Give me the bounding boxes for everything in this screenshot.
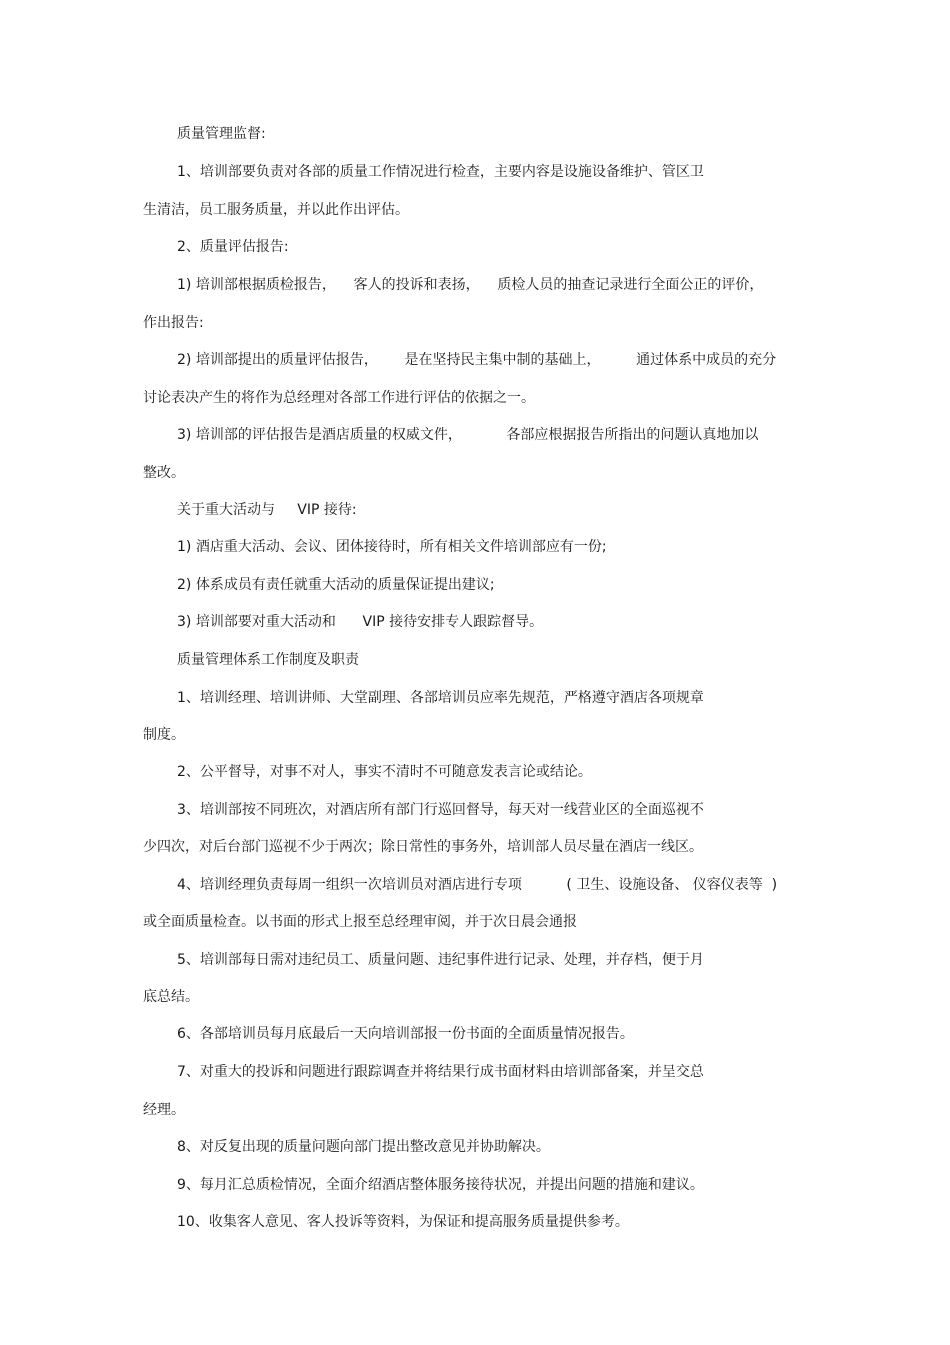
paragraph-line: 讨论表决产生的将作为总经理对各部工作进行评估的依据之一。 — [143, 390, 535, 406]
paragraph-line: 2) 培训部提出的质量评估报告， 是在坚持民主集中制的基础上， 通过体系中成员的充分 — [177, 352, 777, 368]
paragraph-line: 作出报告: — [143, 315, 204, 331]
paragraph-line: 或全面质量检查。以书面的形式上报至总经理审阅，并于次日晨会通报 — [143, 914, 577, 930]
section-heading-quality-supervision: 质量管理监督: — [177, 126, 266, 142]
paragraph-line: 少四次，对后台部门巡视不少于两次；除日常性的事务外，培训部人员尽量在酒店一线区。 — [143, 839, 703, 855]
paragraph-line: 生清洁，员工服务质量，并以此作出评估。 — [143, 202, 409, 218]
paragraph-line: 1、培训经理、培训讲师、大堂副理、各部培训员应率先规范，严格遵守酒店各项规章 — [177, 690, 704, 706]
paragraph-line: 经理。 — [143, 1102, 185, 1118]
paragraph-line: 1) 酒店重大活动、会议、团体接待时，所有相关文件培训部应有一份; — [177, 539, 607, 555]
paragraph-line: 1) 培训部根据质检报告， 客人的投诉和表扬， 质检人员的抽查记录进行全面公正的评价， — [177, 277, 764, 293]
paragraph-line: 制度。 — [143, 727, 185, 743]
paragraph-line: 1、培训部要负责对各部的质量工作情况进行检查，主要内容是设施设备维护、管区卫 — [177, 164, 704, 180]
paragraph-line: 10、收集客人意见、客人投诉等资料，为保证和提高服务质量提供参考。 — [177, 1214, 629, 1230]
paragraph-line: 7、对重大的投诉和问题进行跟踪调查并将结果行成书面材料由培训部备案，并呈交总 — [177, 1064, 704, 1080]
section-heading-system-duties: 质量管理体系工作制度及职责 — [177, 652, 359, 668]
section-heading-vip: 关于重大活动与 VIP 接待: — [177, 502, 357, 518]
paragraph-line: 3) 培训部的评估报告是酒店质量的权威文件， 各部应根据报告所指出的问题认真地加以 — [177, 427, 759, 443]
paragraph-line: 6、各部培训员每月底最后一天向培训部报一份书面的全面质量情况报告。 — [177, 1026, 634, 1042]
paragraph-line: 3) 培训部要对重大活动和 VIP 接待安排专人跟踪督导。 — [177, 614, 544, 630]
paragraph-line: 9、每月汇总质检情况，全面介绍酒店整体服务接待状况，并提出问题的措施和建议。 — [177, 1177, 704, 1193]
paragraph-line: 底总结。 — [143, 989, 199, 1005]
paragraph-line: 4、培训经理负责每周一组织一次培训员对酒店进行专项 ( 卫生、设施设备、 仪容仪表等 ) — [177, 877, 778, 893]
paragraph-line: 2、质量评估报告: — [177, 239, 289, 255]
paragraph-line: 3、培训部按不同班次，对酒店所有部门行巡回督导，每天对一线营业区的全面巡视不 — [177, 802, 704, 818]
paragraph-line: 整改。 — [143, 465, 185, 481]
paragraph-line: 2) 体系成员有责任就重大活动的质量保证提出建议; — [177, 577, 495, 593]
paragraph-line: 5、培训部每日需对违纪员工、质量问题、违纪事件进行记录、处理，并存档，便于月 — [177, 952, 704, 968]
paragraph-line: 2、公平督导，对事不对人，事实不清时不可随意发表言论或结论。 — [177, 764, 592, 780]
paragraph-line: 8、对反复出现的质量问题向部门提出整改意见并协助解决。 — [177, 1139, 550, 1155]
